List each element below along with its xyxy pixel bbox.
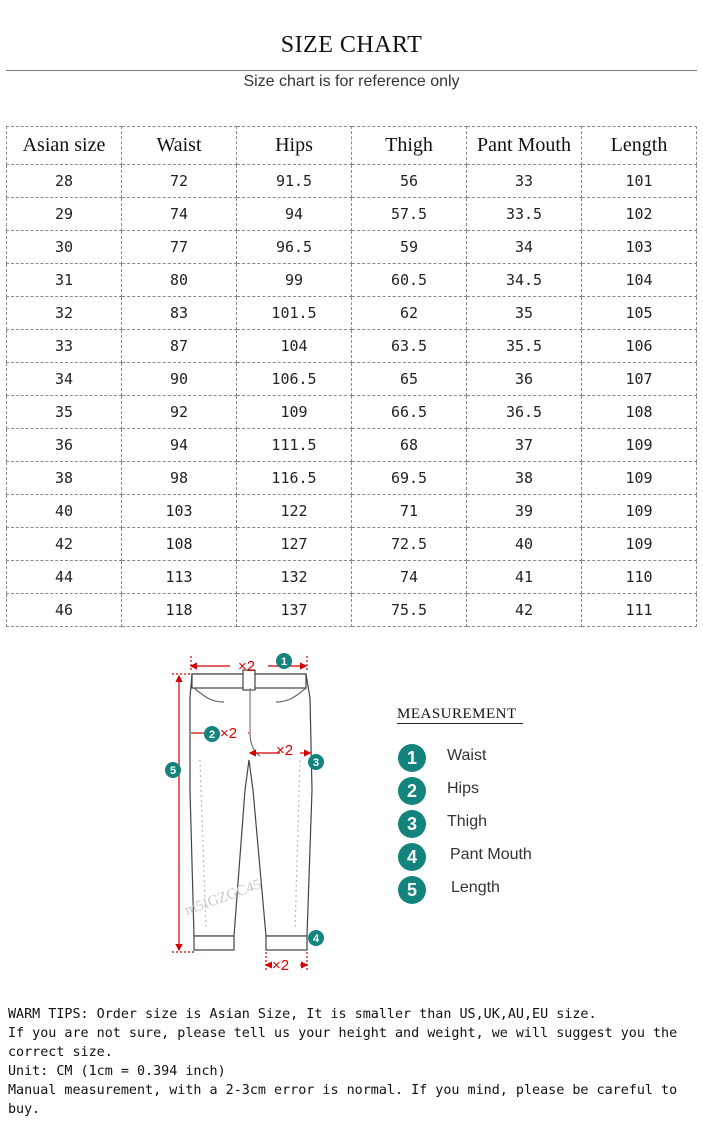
table-cell: 87	[122, 330, 237, 363]
tip-line: Manual measurement, with a 2-3cm error is normal. If you mind, please be careful to buy.	[8, 1083, 686, 1117]
table-cell: 109	[237, 396, 352, 429]
column-header-thigh: Thigh	[352, 127, 467, 165]
table-cell: 66.5	[352, 396, 467, 429]
column-header-waist: Waist	[122, 127, 237, 165]
table-cell: 75.5	[352, 594, 467, 627]
table-cell: 94	[122, 429, 237, 462]
table-row	[7, 165, 697, 198]
tip-line: If you are not sure, please tell us your height and weight, we will suggest you the correct size.	[8, 1026, 686, 1060]
table-cell: 107	[582, 363, 697, 396]
table-cell: 108	[122, 528, 237, 561]
table-cell: 101.5	[237, 297, 352, 330]
size-table	[6, 126, 697, 627]
table-cell: 74	[122, 198, 237, 231]
legend-number-badge: 3	[398, 810, 426, 838]
table-cell: 38	[467, 462, 582, 495]
table-cell: 109	[582, 429, 697, 462]
table-row	[7, 495, 697, 528]
column-header-hips: Hips	[237, 127, 352, 165]
legend-number-badge: 2	[398, 777, 426, 805]
table-cell: 101	[582, 165, 697, 198]
table-cell: 137	[237, 594, 352, 627]
table-cell: 65	[352, 363, 467, 396]
table-cell: 36	[467, 363, 582, 396]
table-row	[7, 264, 697, 297]
page-title: SIZE CHART	[280, 32, 423, 58]
legend-number-badge: 5	[398, 876, 426, 904]
legend-label: Waist	[447, 747, 487, 764]
table-row	[7, 396, 697, 429]
table-cell: 34	[467, 231, 582, 264]
table-cell: 104	[582, 264, 697, 297]
table-cell: 40	[467, 528, 582, 561]
table-cell: 35	[467, 297, 582, 330]
page-subtitle: Size chart is for reference only	[243, 73, 460, 90]
table-cell: 77	[122, 231, 237, 264]
table-cell: 122	[237, 495, 352, 528]
table-cell: 108	[582, 396, 697, 429]
table-header-row	[7, 127, 697, 165]
table-cell: 56	[352, 165, 467, 198]
waist-multiplier-label: ×2	[238, 658, 256, 675]
table-cell: 74	[352, 561, 467, 594]
table-cell: 106	[582, 330, 697, 363]
table-cell: 110	[582, 561, 697, 594]
marker-pant-mouth-number: 4	[312, 933, 320, 945]
legend-number-badge: 4	[398, 843, 426, 871]
table-cell: 31	[7, 264, 122, 297]
thigh-multiplier-label: ×2	[276, 742, 294, 759]
table-cell: 94	[237, 198, 352, 231]
table-cell: 35	[7, 396, 122, 429]
table-row	[7, 528, 697, 561]
table-cell: 62	[352, 297, 467, 330]
legend-label: Thigh	[447, 813, 488, 830]
table-cell: 113	[122, 561, 237, 594]
table-cell: 33.5	[467, 198, 582, 231]
table-cell: 111	[582, 594, 697, 627]
table-cell: 28	[7, 165, 122, 198]
table-cell: 68	[352, 429, 467, 462]
marker-hips-number: 2	[208, 729, 216, 741]
table-cell: 44	[7, 561, 122, 594]
table-row	[7, 594, 697, 627]
table-row	[7, 561, 697, 594]
table-cell: 29	[7, 198, 122, 231]
table-cell: 34.5	[467, 264, 582, 297]
table-cell: 90	[122, 363, 237, 396]
table-cell: 36	[7, 429, 122, 462]
marker-thigh-number: 3	[312, 757, 320, 769]
title-divider	[6, 70, 697, 71]
table-cell: 92	[122, 396, 237, 429]
table-cell: 46	[7, 594, 122, 627]
table-cell: 35.5	[467, 330, 582, 363]
table-cell: 132	[237, 561, 352, 594]
tip-line: Unit: CM (1cm = 0.394 inch)	[8, 1064, 226, 1079]
table-cell: 106.5	[237, 363, 352, 396]
marker-length-number: 5	[169, 765, 177, 777]
table-cell: 71	[352, 495, 467, 528]
table-body	[7, 165, 697, 627]
table-cell: 91.5	[237, 165, 352, 198]
table-cell: 37	[467, 429, 582, 462]
table-cell: 111.5	[237, 429, 352, 462]
measurement-title: MEASUREMENT	[397, 706, 523, 724]
table-cell: 69.5	[352, 462, 467, 495]
table-cell: 34	[7, 363, 122, 396]
table-cell: 80	[122, 264, 237, 297]
legend-number-badge: 1	[398, 744, 426, 772]
table-cell: 40	[7, 495, 122, 528]
table-cell: 59	[352, 231, 467, 264]
table-cell: 41	[467, 561, 582, 594]
warm-tips	[8, 1005, 698, 1119]
table-cell: 38	[7, 462, 122, 495]
table-cell: 99	[237, 264, 352, 297]
table-cell: 103	[122, 495, 237, 528]
hips-multiplier-label: ×2	[220, 725, 238, 742]
table-cell: 57.5	[352, 198, 467, 231]
legend-label: Hips	[447, 780, 480, 797]
table-cell: 36.5	[467, 396, 582, 429]
table-row	[7, 363, 697, 396]
table-cell: 63.5	[352, 330, 467, 363]
table-row	[7, 231, 697, 264]
table-cell: 72.5	[352, 528, 467, 561]
table-cell: 104	[237, 330, 352, 363]
table-cell: 33	[7, 330, 122, 363]
legend-label: Pant Mouth	[450, 846, 532, 863]
tip-line: WARM TIPS: Order size is Asian Size, It is smaller than US,UK,AU,EU size.	[8, 1007, 597, 1022]
legend-label: Length	[451, 879, 500, 896]
table-cell: 42	[7, 528, 122, 561]
table-row	[7, 330, 697, 363]
table-row	[7, 462, 697, 495]
table-row	[7, 297, 697, 330]
table-cell: 33	[467, 165, 582, 198]
table-cell: 96.5	[237, 231, 352, 264]
table-cell: 42	[467, 594, 582, 627]
table-cell: 98	[122, 462, 237, 495]
table-cell: 30	[7, 231, 122, 264]
table-cell: 102	[582, 198, 697, 231]
table-cell: 109	[582, 462, 697, 495]
marker-waist-number: 1	[280, 656, 288, 668]
column-header-pant-mouth: Pant Mouth	[467, 127, 582, 165]
table-row	[7, 429, 697, 462]
table-cell: 72	[122, 165, 237, 198]
table-cell: 105	[582, 297, 697, 330]
table-cell: 109	[582, 495, 697, 528]
pants-measurement-diagram	[150, 640, 340, 980]
table-cell: 109	[582, 528, 697, 561]
pant-mouth-multiplier-label: ×2	[272, 957, 290, 974]
table-cell: 39	[467, 495, 582, 528]
table-cell: 127	[237, 528, 352, 561]
column-header-asian-size: Asian size	[7, 127, 122, 165]
table-cell: 103	[582, 231, 697, 264]
table-row	[7, 198, 697, 231]
watermark: m5IGZGC45	[182, 876, 264, 920]
table-cell: 83	[122, 297, 237, 330]
column-header-length: Length	[582, 127, 697, 165]
table-cell: 118	[122, 594, 237, 627]
table-cell: 60.5	[352, 264, 467, 297]
table-cell: 116.5	[237, 462, 352, 495]
table-cell: 32	[7, 297, 122, 330]
